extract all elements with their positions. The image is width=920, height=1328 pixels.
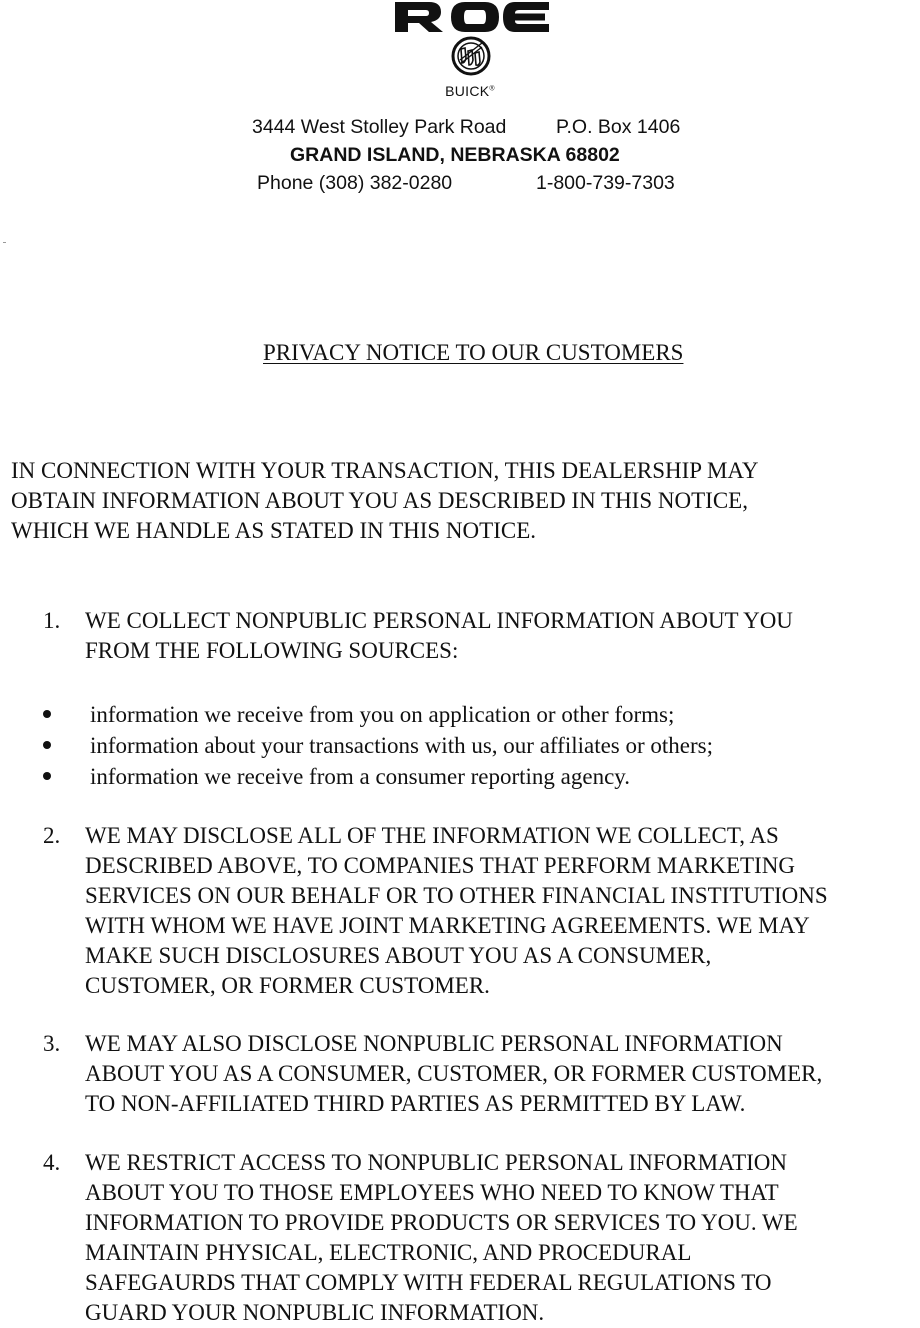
item-line: WE MAY DISCLOSE ALL OF THE INFORMATION WE COLLECT, AS <box>85 823 779 848</box>
intro-paragraph <box>11 456 911 546</box>
item-line: CUSTOMER, OR FORMER CUSTOMER. <box>85 973 490 998</box>
scan-speck <box>3 242 6 243</box>
list-item <box>41 730 901 761</box>
item-line: ABOUT YOU TO THOSE EMPLOYEES WHO NEED TO KNOW THAT <box>85 1180 779 1205</box>
item-line: DESCRIBED ABOVE, TO COMPANIES THAT PERFORM MARKETING <box>85 853 795 878</box>
item-text <box>85 1148 798 1328</box>
item-line: WE COLLECT NONPUBLIC PERSONAL INFORMATION ABOUT YOU <box>85 608 793 633</box>
item-line: WITH WHOM WE HAVE JOINT MARKETING AGREEMENTS. WE MAY <box>85 913 810 938</box>
item-line: WE MAY ALSO DISCLOSE NONPUBLIC PERSONAL INFORMATION <box>85 1031 783 1056</box>
source-text: information about your transactions with us, our affiliates or others; <box>90 733 713 758</box>
street-address: 3444 West Stolley Park Road <box>252 116 507 138</box>
item-line: ABOUT YOU AS A CONSUMER, CUSTOMER, OR FORMER CUSTOMER, <box>85 1061 823 1086</box>
item-line: GUARD YOUR NONPUBLIC INFORMATION. <box>85 1300 545 1325</box>
item-line: SAFEGAURDS THAT COMPLY WITH FEDERAL REGULATIONS TO <box>85 1270 772 1295</box>
bullet-dot-icon <box>43 741 51 749</box>
item-text <box>85 821 828 1001</box>
source-text: information we receive from a consumer reporting agency. <box>90 764 631 789</box>
list-item <box>41 699 901 730</box>
city-state-zip: GRAND ISLAND, NEBRASKA 68802 <box>290 144 620 166</box>
item-line: TO NON-AFFILIATED THIRD PARTIES AS PERMITTED BY LAW. <box>85 1091 746 1116</box>
item-text <box>85 1029 822 1119</box>
brand-label: BUICK® <box>445 83 495 99</box>
item-number: 2. <box>43 823 61 848</box>
item-text <box>85 606 793 666</box>
intro-line: WHICH WE HANDLE AS STATED IN THIS NOTICE. <box>11 518 536 543</box>
item-line: MAKE SUCH DISCLOSURES ABOUT YOU AS A CONSUMER, <box>85 943 712 968</box>
bullet-dot-icon <box>43 710 51 718</box>
notice-title: PRIVACY NOTICE TO OUR CUSTOMERS <box>263 340 684 365</box>
item-number: 4. <box>43 1150 61 1175</box>
intro-line: OBTAIN INFORMATION ABOUT YOU AS DESCRIBED IN THIS NOTICE, <box>11 488 748 513</box>
roe-logo <box>393 0 551 34</box>
source-text: information we receive from you on application or other forms; <box>90 702 675 727</box>
toll-free-number: 1-800-739-7303 <box>536 172 675 194</box>
phone-number: Phone (308) 382-0280 <box>257 172 453 194</box>
list-item <box>41 761 901 792</box>
sources-list <box>41 699 901 792</box>
item-number: 1. <box>43 608 61 633</box>
item-line: SERVICES ON OUR BEHALF OR TO OTHER FINANCIAL INSTITUTIONS <box>85 883 828 908</box>
buick-tri-shield-emblem <box>451 36 491 76</box>
item-number: 3. <box>43 1031 61 1056</box>
item-line: MAINTAIN PHYSICAL, ELECTRONIC, AND PROCEDURAL <box>85 1240 692 1265</box>
bullet-dot-icon <box>43 772 51 780</box>
po-box: P.O. Box 1406 <box>556 116 681 138</box>
item-line: FROM THE FOLLOWING SOURCES: <box>85 638 459 663</box>
item-line: INFORMATION TO PROVIDE PRODUCTS OR SERVICES TO YOU. WE <box>85 1210 798 1235</box>
item-line: WE RESTRICT ACCESS TO NONPUBLIC PERSONAL INFORMATION <box>85 1150 788 1175</box>
intro-line: IN CONNECTION WITH YOUR TRANSACTION, THIS DEALERSHIP MAY <box>11 458 759 483</box>
